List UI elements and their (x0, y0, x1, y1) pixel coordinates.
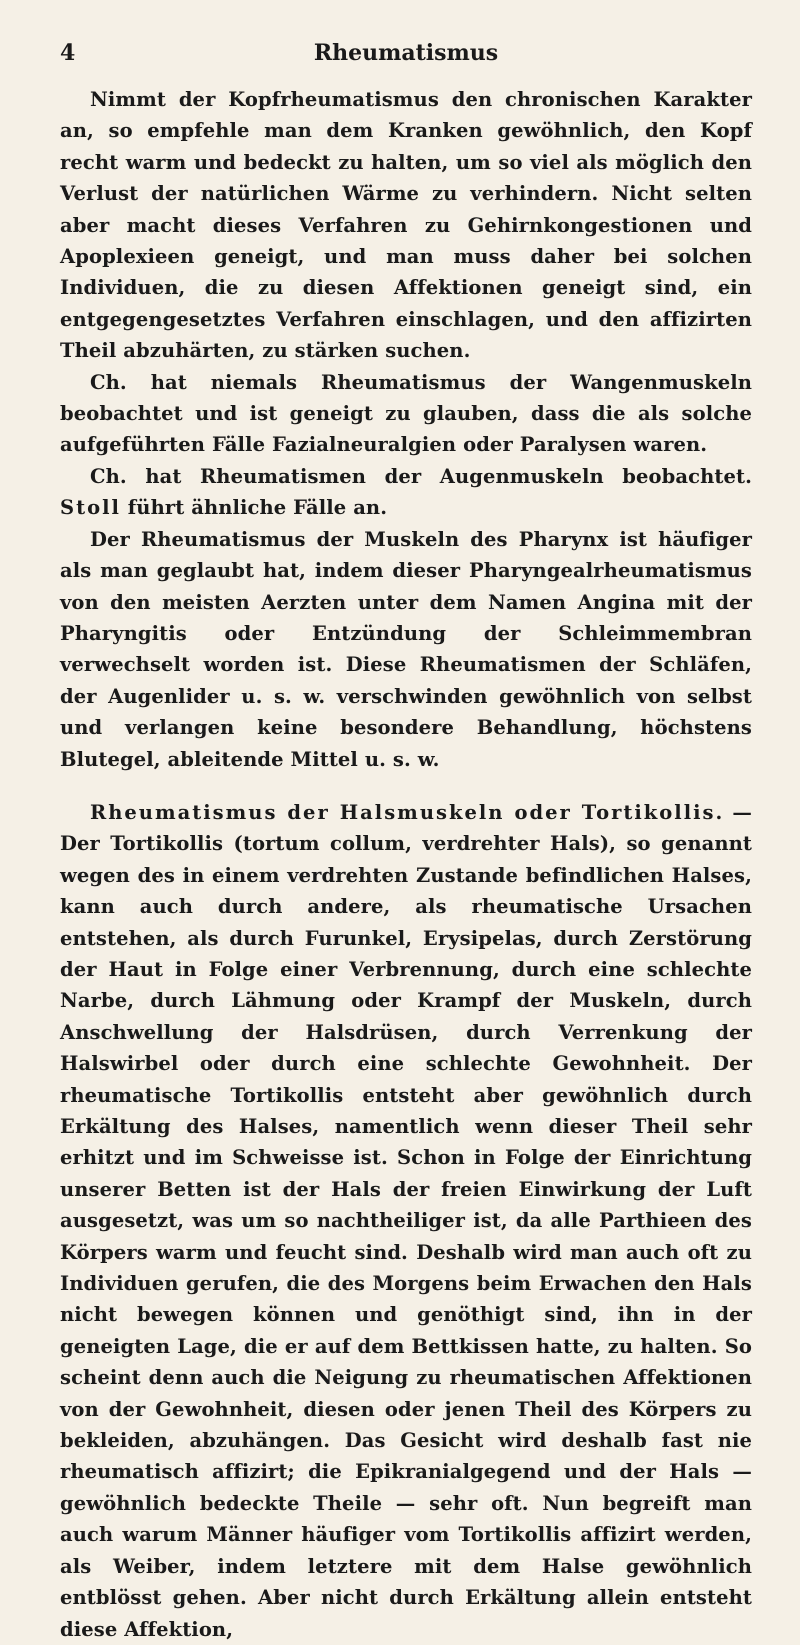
paragraph-kopfrheumatismus: Nimmt der Kopfrheumatismus den chronischen Karakter an, so empfehle man dem Kranken gewöhnlich, den Kopf recht warm und bedeckt zu halten, um so viel als möglich den Verlust der natürlichen Wärme zu verhindern. Nicht selten aber macht dieses Verfahren zu Gehirnkongestionen und Apoplexieen geneigt, und man muss daher bei solchen Individuen, die zu diesen Affektionen geneigt sind, ein entgegengesetztes Verfahren einschlagen, und den affizirten Theil abzuhärten, zu stärken suchen. (60, 88, 752, 363)
paragraph-pharynx: Der Rheumatismus der Muskeln des Pharynx ist häufiger als man geglaubt hat, indem dieser Pharyngealrheumatismus von den meisten Aerzten unter dem Namen Angina mit der Pharyngitis oder Entzündung der Schleimmembran verwechselt worden ist. Diese Rheumatismen der Schläfen, der Augenlider u. s. w. verschwinden gewöhnlich von selbst und verlangen keine besondere Behandlung, höchstens Blutegel, ableitende Mittel u. s. w. (60, 527, 752, 771)
author-name-stoll: Stoll (60, 496, 121, 520)
section-heading-tortikollis: Rheumatismus der Halsmuskeln oder Tortikollis. (90, 800, 725, 824)
paragraph-tortikollis-body: — Der Tortikollis (tortum collum, verdrehter Hals), so genannt wegen des in einem verdrehten Zustande befindlichen Halses, kann auch durch andere, als rheumatische Ursachen entstehen, als durch Furunkel, Erysipelas, durch Zerstörung der Haut in Folge einer Verbrennung, durch eine schlechte Narbe, durch Lähmung oder Krampf der Muskeln, durch Anschwellung der Halsdrüsen, durch Verrenkung der Halswirbel oder durch eine schlechte Gewohnheit. Der rheumatische Tortikollis entsteht aber gewöhnlich durch Erkältung des Halses, namentlich wenn dieser Theil sehr erhitzt und im Schweisse ist. Schon in Folge der Einrichtung unserer Betten ist der Hals der freien Einwirkung der Luft ausgesetzt, was um so nachtheiliger ist, da alle Parthieen des Körpers warm und feucht sind. Deshalb wird man auch oft zu Individuen gerufen, die des Morgens beim Erwachen den Hals nicht bewegen können und genöthigt sind, ihn in der geneigten Lage, die er auf dem Bettkissen hatte, zu halten. So scheint denn auch die Neigung zu rheumatischen Affektionen von der Gewohnheit, diesen oder jenen Theil des Körpers zu bekleiden, abzuhängen. Das Gesicht wird deshalb fast nie rheumatisch affizirt; die Epikranialgegend und der Hals — gewöhnlich bedeckte Theile — sehr oft. Nun begreift man auch warum Männer häufiger vom Tortikollis affizirt werden, als Weiber, indem letztere mit dem Halse gewöhnlich entblösst gehen. Aber nicht durch Erkältung allein entsteht diese Affektion, (60, 800, 753, 1641)
page-number: 4 (60, 40, 76, 66)
book-page (60, 40, 752, 1645)
section-gap (60, 775, 752, 797)
body-text (60, 84, 752, 1645)
paragraph-tortikollis (60, 797, 752, 1645)
paragraph-wangenmuskeln: Ch. hat niemals Rheumatismus der Wangenmuskeln beobachtet und ist geneigt zu glauben, dass die als solche aufgeführten Fälle Fazialneuralgien oder Paralysen waren. (60, 370, 752, 457)
paragraph-augenmuskeln-lead: Ch. hat Rheumatismen der Augenmuskeln beobachtet. (90, 464, 752, 488)
running-title: Rheumatismus (313, 40, 499, 66)
running-head (60, 40, 752, 84)
paragraph-augenmuskeln-tail: führt ähnliche Fälle an. (120, 496, 388, 520)
paragraph-augenmuskeln (60, 461, 752, 524)
